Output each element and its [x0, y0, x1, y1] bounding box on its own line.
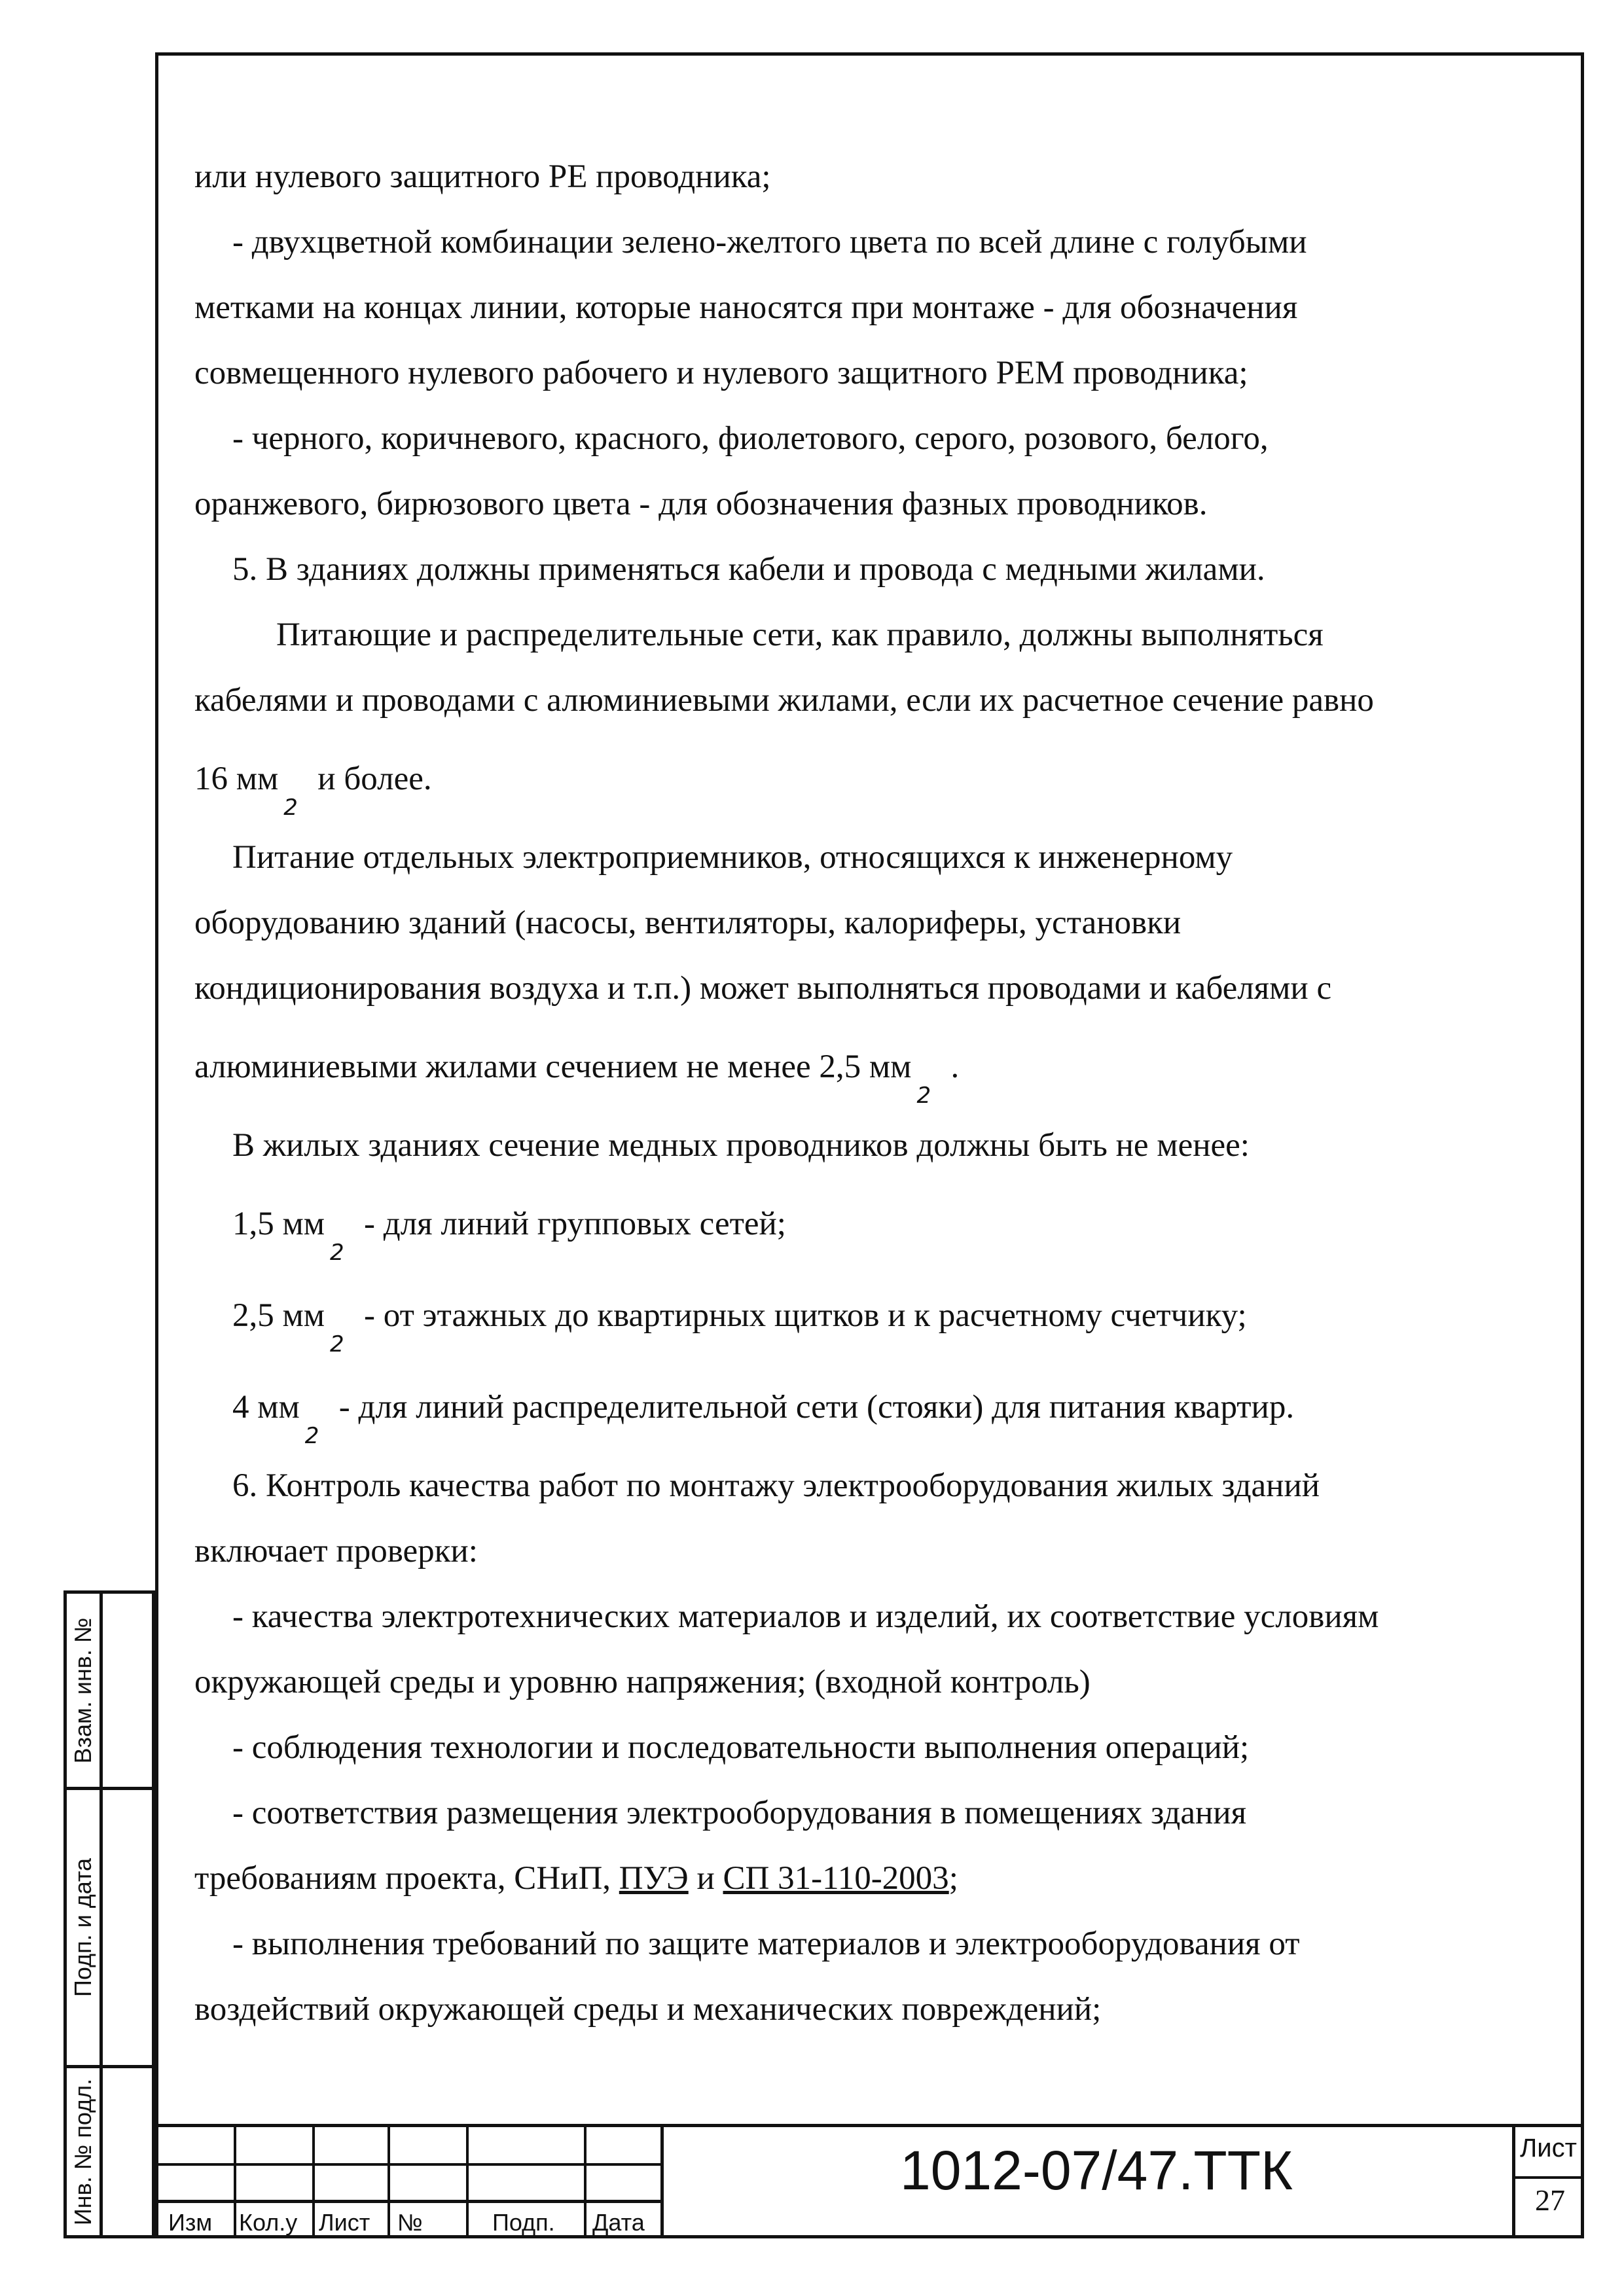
- paragraph-line: совмещенного нулевого рабочего и нулевого защитного PEM проводника;: [194, 355, 1248, 391]
- paragraph-line: или нулевого защитного PE проводника;: [194, 158, 771, 195]
- line-text: 16 мм: [194, 761, 279, 797]
- sheet-number: 27: [1535, 2183, 1565, 2217]
- document-body: [194, 144, 1562, 2042]
- col-kolu: Кол.у: [239, 2209, 298, 2236]
- col-izm: Изм: [168, 2209, 213, 2236]
- paragraph-line: кондиционирования воздуха и т.п.) может выполняться проводами и кабелями с: [194, 970, 1332, 1007]
- paragraph-line: 5. В зданиях должны применяться кабели и провода с медными жилами.: [232, 551, 1265, 588]
- paragraph-line: включает проверки:: [194, 1533, 478, 1570]
- paragraph-line: - качества электротехнических материалов и изделий, их соответствие условиям: [232, 1598, 1379, 1635]
- paragraph-line: 6. Контроль качества работ по монтажу электрооборудования жилых зданий: [232, 1467, 1320, 1504]
- col-num: №: [397, 2209, 423, 2236]
- col-data: Дата: [592, 2209, 645, 2236]
- paragraph-line: В жилых зданиях сечение медных проводников должны быть не менее:: [232, 1127, 1250, 1164]
- paragraph-line: метками на концах линии, которые наносятся при монтаже - для обозначения: [194, 289, 1298, 326]
- line-text: требованиям проекта, СНиП,: [194, 1860, 619, 1897]
- col-list: Лист: [319, 2209, 370, 2236]
- paragraph-line: алюминиевыми жилами сечением не менее 2,5 мм 2 .: [194, 1049, 960, 1109]
- side-label-inv: Инв. № подл.: [69, 2078, 96, 2225]
- line-text: и более.: [317, 761, 432, 797]
- side-cell-inv: [67, 2068, 152, 2235]
- side-label-vzam: Взам. инв. №: [69, 1617, 96, 1764]
- line-text: - для линий распределительной сети (стояки) для питания квартир.: [338, 1389, 1295, 1426]
- line-text: 4 мм: [232, 1389, 300, 1426]
- paragraph-line: [194, 1846, 1562, 1911]
- line-text: 2,5 мм: [232, 1297, 325, 1334]
- paragraph-line: оранжевого, бирюзового цвета - для обозначения фазных проводников.: [194, 486, 1208, 522]
- link-sp-31-110-2003[interactable]: СП 31-110-2003: [723, 1860, 949, 1897]
- paragraph-line: Питание отдельных электроприемников, относящихся к инженерному: [232, 839, 1233, 876]
- paragraph-line: - соответствия размещения электрооборудования в помещениях здания: [232, 1795, 1247, 1831]
- side-cell-podp: [67, 1790, 152, 2068]
- title-block: [155, 2124, 1584, 2238]
- paragraph-line: - выполнения требований по защите материалов и электрооборудования от: [232, 1926, 1300, 1962]
- line-text: .: [950, 1049, 960, 1085]
- line-text: ;: [948, 1860, 958, 1897]
- paragraph-line: Питающие и распределительные сети, как правило, должны выполняться: [276, 617, 1324, 653]
- side-label-podp: Подп. и дата: [69, 1857, 96, 1998]
- paragraph-line: 16 мм 2 и более.: [194, 761, 432, 821]
- paragraph-line: оборудованию зданий (насосы, вентиляторы, калориферы, установки: [194, 905, 1182, 941]
- paragraph-line: 1,5 мм 2 - для линий групповых сетей;: [232, 1206, 786, 1266]
- paragraph-line: окружающей среды и уровню напряжения; (входной контроль): [194, 1664, 1091, 1700]
- paragraph-line: - двухцветной комбинации зелено-желтого цвета по всей длине с голубыми: [232, 224, 1307, 260]
- paragraph-line: воздействий окружающей среды и механических повреждений;: [194, 1991, 1102, 2028]
- col-podp: Подп.: [492, 2209, 555, 2236]
- document-code: 1012-07/47.ТТК: [900, 2140, 1293, 2201]
- paragraph-line: - черного, коричневого, красного, фиолетового, серого, розового, белого,: [232, 420, 1269, 457]
- side-cell-vzam: [67, 1594, 152, 1790]
- side-stamp: [63, 1590, 155, 2238]
- link-pue[interactable]: ПУЭ: [619, 1860, 689, 1897]
- line-text: - от этажных до квартирных щитков и к расчетному счетчику;: [364, 1297, 1247, 1334]
- paragraph-line: - соблюдения технологии и последовательности выполнения операций;: [232, 1729, 1250, 1766]
- paragraph-line: кабелями и проводами с алюминиевыми жилами, если их расчетное сечение равно: [194, 682, 1374, 719]
- sheet-label: Лист: [1520, 2134, 1577, 2162]
- line-text: - для линий групповых сетей;: [364, 1206, 786, 1242]
- paragraph-line: 2,5 мм 2 - от этажных до квартирных щитков и к расчетному счетчику;: [232, 1297, 1247, 1357]
- paragraph-line: 4 мм 2 - для линий распределительной сети (стояки) для питания квартир.: [232, 1389, 1295, 1449]
- line-text: 1,5 мм: [232, 1206, 325, 1242]
- line-text: и: [688, 1860, 723, 1897]
- line-text: алюминиевыми жилами сечением не менее 2,5 мм: [194, 1049, 912, 1085]
